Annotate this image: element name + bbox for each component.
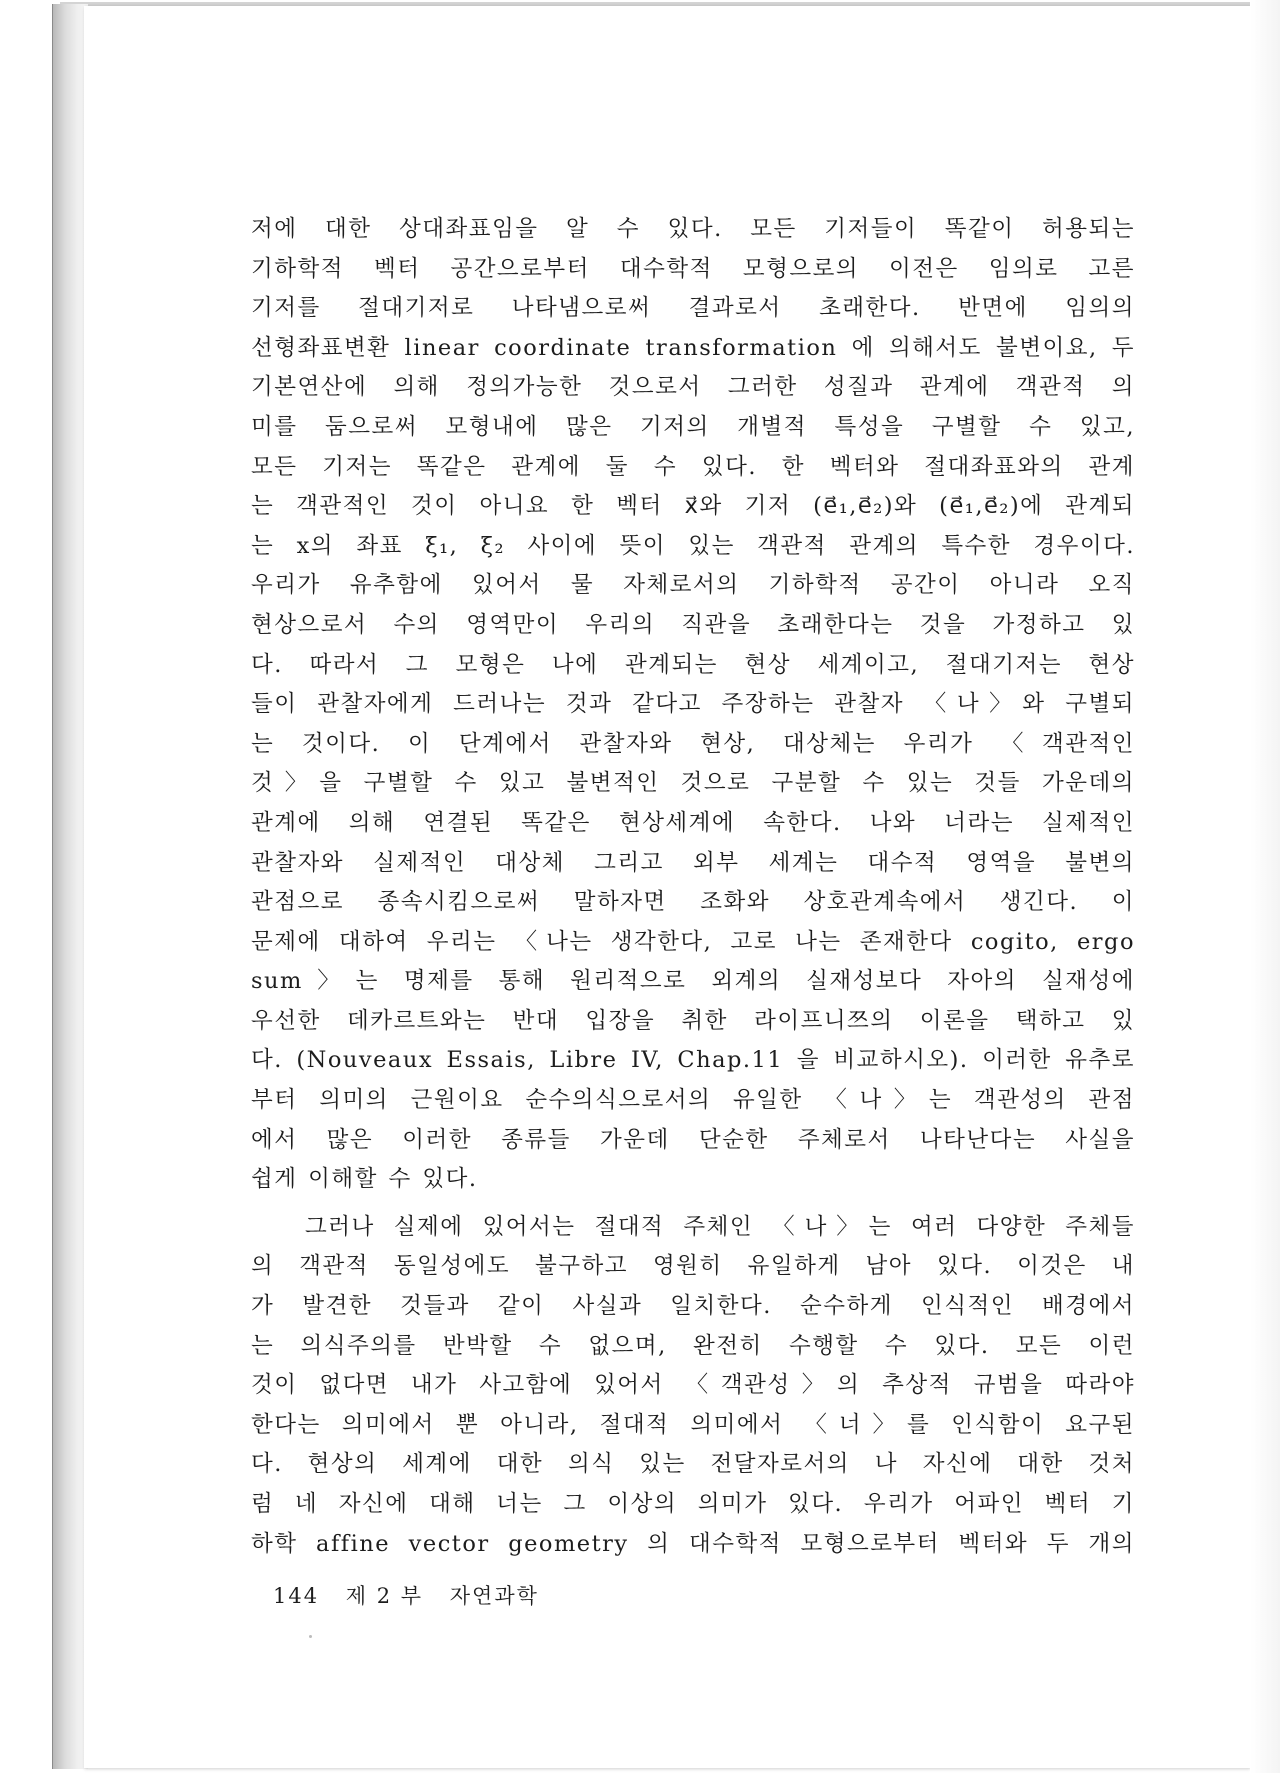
text-line: 부터 의미의 근원이요 순수의식으로서의 유일한 〈나〉는 객관성의 관점 (251, 1087, 1135, 1114)
text-line: sum〉는 명제를 통해 원리적으로 외계의 실재성보다 자아의 실재성에 (251, 968, 1135, 995)
book-page-edge (52, 4, 88, 1769)
text-line: 우리가 유추함에 있어서 물 자체로서의 기하학적 공간이 아니라 오직 (251, 572, 1135, 599)
text-line: 기하학적 벡터 공간으로부터 대수학적 모형으로의 이전은 임의로 고른 (251, 255, 1135, 282)
text-line: 기본연산에 의해 정의가능한 것으로서 그러한 성질과 관계에 객관적 의 (251, 374, 1135, 401)
text-line: 의 객관적 동일성에도 불구하고 영원히 유일하게 남아 있다. 이것은 내 (251, 1253, 1135, 1280)
text-line: 다. 현상의 세계에 대한 의식 있는 전달자로서의 나 자신에 대한 것처 (251, 1451, 1135, 1478)
text-line: 현상으로서 수의 영역만이 우리의 직관을 초래한다는 것을 가정하고 있 (251, 611, 1135, 638)
text-line: 는 것이다. 이 단계에서 관찰자와 현상, 대상체는 우리가 〈객관적인 (251, 730, 1135, 757)
section-label: 자연과학 (449, 1584, 539, 1608)
text-line: 모든 기저는 똑같은 관계에 둘 수 있다. 한 벡터와 절대좌표와의 관계 (251, 453, 1135, 480)
text-line: 저에 대한 상대좌표임을 알 수 있다. 모든 기저들이 똑같이 허용되는 (251, 216, 1135, 242)
text-line: 관계에 의해 연결된 똑같은 현상세계에 속한다. 나와 너라는 실제적인 (251, 809, 1135, 836)
part-label: 제 2 부 (345, 1584, 424, 1608)
text-line: 럼 네 자신에 대해 너는 그 이상의 의미가 있다. 우리가 어파인 벡터 기 (251, 1491, 1135, 1517)
text-line: 것이 없다면 내가 사고함에 있어서 〈객관성〉의 추상적 규범을 따라야 (251, 1372, 1135, 1399)
text-line: 들이 관찰자에게 드러나는 것과 같다고 주장하는 관찰자 〈나〉와 구별되 (251, 691, 1135, 718)
page-body-text (251, 210, 1135, 1564)
text-line: 관점으로 종속시킴으로써 말하자면 조화와 상호관계속에서 생긴다. 이 (251, 889, 1135, 916)
paragraph-gap (251, 1200, 1135, 1208)
text-line: 다. 따라서 그 모형은 나에 관계되는 현상 세계이고, 절대기저는 현상 (251, 651, 1135, 678)
text-line: 는 의식주의를 반박할 수 없으며, 완전히 수행할 수 있다. 모든 이런 (251, 1332, 1135, 1359)
page-footer (273, 1580, 539, 1610)
text-line: 다. (Nouveaux Essais, Libre IV, Chap.11 을 비교하시오). 이러한 유추로 (251, 1047, 1135, 1074)
text-line: 미를 둠으로써 모형내에 많은 기저의 개별적 특성을 구별할 수 있고, (251, 413, 1135, 440)
page-number: 144 (273, 1584, 320, 1608)
scan-speck (309, 1635, 312, 1638)
text-line: 것〉을 구별할 수 있고 불변적인 것으로 구분할 수 있는 것들 가운데의 (251, 770, 1135, 797)
text-line: 는 객관적인 것이 아니요 한 벡터 x⃗와 기저 (e⃗₁,e⃗₂)와 (e⃗₁,e⃗₂)에 관계되 (251, 493, 1135, 520)
text-line: 선형좌표변환 linear coordinate transformation 에 의해서도 불변이요, 두 (251, 334, 1135, 361)
text-line: 가 발견한 것들과 같이 사실과 일치한다. 순수하게 인식적인 배경에서 (251, 1293, 1135, 1320)
text-line: 한다는 의미에서 뿐 아니라, 절대적 의미에서 〈너〉를 인식함이 요구된 (251, 1411, 1135, 1438)
text-line: 관찰자와 실제적인 대상체 그리고 외부 세계는 대수적 영역을 불변의 (251, 849, 1135, 876)
text-line: 에서 많은 이러한 종류들 가운데 단순한 주체로서 나타난다는 사실을 (251, 1126, 1135, 1153)
text-line: 는 x의 좌표 ξ₁, ξ₂ 사이에 뜻이 있는 객관적 관계의 특수한 경우이다. (251, 532, 1135, 559)
text-line: 쉽게 이해할 수 있다. (251, 1166, 478, 1193)
text-line: 기저를 절대기저로 나타냄으로써 결과로서 초래한다. 반면에 임의의 (251, 295, 1135, 322)
text-line: 우선한 데카르트와는 반대 입장을 취한 라이프니쯔의 이론을 택하고 있 (251, 1007, 1135, 1034)
text-line: 그러나 실제에 있어서는 절대적 주체인 〈나〉는 여러 다양한 주체들 (305, 1213, 1135, 1240)
text-line: 문제에 대하여 우리는 〈나는 생각한다, 고로 나는 존재한다 cogito, ergo (251, 928, 1135, 955)
text-line: 하학 affine vector geometry 의 대수학적 모형으로부터 벡터와 두 개의 (251, 1530, 1135, 1557)
right-shadow (1250, 0, 1280, 1773)
